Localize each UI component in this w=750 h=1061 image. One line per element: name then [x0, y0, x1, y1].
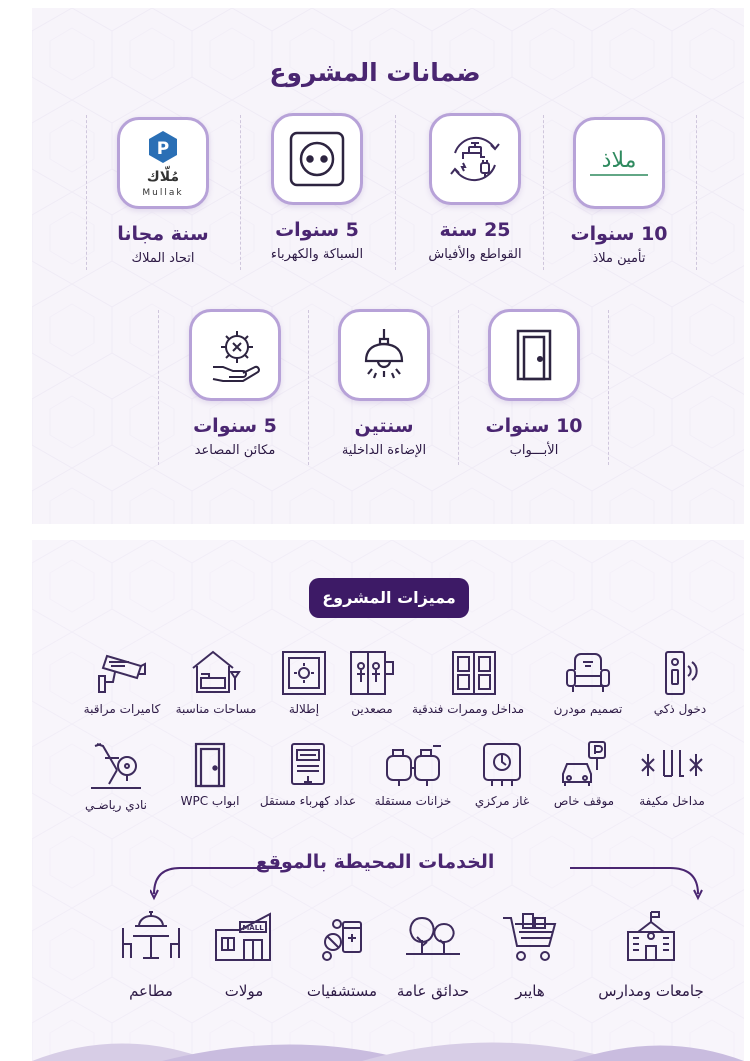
svg-text:P: P — [156, 139, 170, 159]
school-icon — [624, 908, 678, 966]
feature-label: مداخل مكيفة — [639, 794, 705, 808]
elevator-icon — [347, 648, 397, 698]
warranty-lighting — [309, 309, 459, 458]
feature-label: تصميم مودرن — [553, 702, 623, 716]
warranty-years: 25 سنة — [439, 219, 511, 241]
feature-label: مصعدين — [351, 702, 393, 716]
separator — [395, 115, 396, 270]
service-label: مستشفيات — [306, 982, 378, 1000]
house-bed-icon — [189, 648, 243, 698]
service-label: جامعات ومدارس — [598, 982, 704, 1000]
feature-wpc-doors — [160, 740, 260, 808]
feature-label: غاز مركزي — [474, 794, 530, 808]
feature-label: نادي رياضـي — [84, 798, 148, 812]
feature-label: موقف خاص — [553, 794, 615, 808]
trees-icon — [404, 908, 462, 966]
warranty-years: 10 سنوات — [570, 223, 668, 245]
feature-label: كاميرات مراقبة — [83, 702, 161, 716]
ac-snowflake-icon — [640, 740, 704, 790]
warranty-doors — [459, 309, 609, 458]
service-label: مطاعم — [129, 982, 173, 1000]
service-label: مولات — [224, 982, 264, 1000]
restaurant-icon — [119, 908, 183, 966]
faucet-plug-icon — [429, 113, 521, 205]
feature-label: دخول ذكي — [653, 702, 707, 716]
features-title: مميزات المشروع — [309, 578, 469, 618]
feature-water-tanks — [363, 740, 463, 808]
feature-cctv — [72, 648, 172, 716]
separator — [158, 310, 159, 465]
feature-label: عداد كهرباء مستقل — [259, 794, 357, 808]
warranty-caption: السباكة والكهرباء — [270, 247, 364, 262]
warranty-caption: مكائن المصاعد — [194, 443, 276, 458]
feature-label: إطلالة — [288, 702, 320, 716]
window-icon — [279, 648, 329, 698]
feature-modern-design — [538, 648, 638, 716]
gas-boiler-icon — [480, 740, 524, 790]
feature-label: خزانات مستقلة — [374, 794, 452, 808]
feature-label: مداخل وممرات فندقية — [411, 702, 524, 716]
mullak-logo-icon — [117, 117, 209, 209]
parking-car-icon — [557, 740, 611, 790]
warranty-caption: الإضاءة الداخلية — [341, 443, 427, 458]
mall-sign-text: MALL — [242, 924, 264, 932]
warranty-caption: القواطع والأفياش — [428, 247, 522, 262]
service-hyper — [475, 908, 585, 1000]
warranty-malaz — [544, 117, 694, 266]
feature-view — [254, 648, 354, 716]
warranty-years: 5 سنوات — [193, 415, 277, 437]
mullak-logo-latin: Mullak — [142, 188, 184, 198]
socket-icon — [271, 113, 363, 205]
service-restaurants — [96, 908, 206, 1000]
services-title: الخدمات المحيطة بالموقع — [255, 851, 495, 873]
medicine-icon — [313, 908, 371, 966]
separator — [86, 115, 87, 270]
armchair-icon — [563, 648, 613, 698]
mullak-logo-text: مُلّاك — [146, 169, 180, 185]
exercise-bike-icon — [87, 740, 145, 794]
warranty-plumbing — [242, 113, 392, 262]
warranty-elevators — [160, 309, 310, 458]
feature-hotel-entrances — [411, 648, 524, 716]
door-icon — [488, 309, 580, 401]
feature-electric-meter — [258, 740, 358, 808]
warranty-breakers — [400, 113, 550, 262]
water-tank-icon — [383, 740, 443, 790]
warranty-caption: تأمين ملاذ — [592, 251, 646, 266]
malaz-logo-icon — [573, 117, 665, 209]
wpc-door-icon — [188, 740, 232, 790]
service-label: حدائق عامة — [396, 982, 470, 1000]
warranty-years: سنة مجانا — [117, 223, 209, 245]
warranty-years: 5 سنوات — [275, 219, 359, 241]
service-label: هايبر — [515, 982, 545, 1000]
separator — [696, 115, 697, 270]
feature-spaces — [166, 648, 266, 716]
feature-label: مساحات مناسبة — [175, 702, 257, 716]
warranties-title: ضمانات المشروع — [269, 58, 481, 87]
feature-label: ابواب WPC — [180, 794, 240, 808]
feature-ac-entrances — [622, 740, 722, 808]
separator — [240, 115, 241, 270]
warranty-owners-union — [88, 117, 238, 266]
service-schools — [596, 908, 706, 1000]
feature-smart-entry — [630, 648, 730, 716]
gear-hand-icon — [189, 309, 281, 401]
feature-central-gas — [452, 740, 552, 808]
mall-icon — [212, 908, 276, 966]
electric-meter-icon — [286, 740, 330, 790]
warranty-caption: اتحاد الملاك — [131, 251, 195, 266]
shopping-cart-icon — [501, 908, 559, 966]
malaz-logo-text: ملاذ — [601, 148, 637, 173]
warranty-years: سنتين — [354, 415, 414, 437]
smart-lock-icon — [658, 648, 702, 698]
warranty-caption: الأبـــواب — [509, 443, 559, 458]
feature-gym — [66, 740, 166, 812]
service-hospitals — [287, 908, 397, 1000]
lamp-icon — [338, 309, 430, 401]
double-door-icon — [449, 648, 499, 698]
warranty-years: 10 سنوات — [485, 415, 583, 437]
cctv-icon — [95, 648, 149, 698]
decorative-arcs — [32, 1030, 744, 1061]
